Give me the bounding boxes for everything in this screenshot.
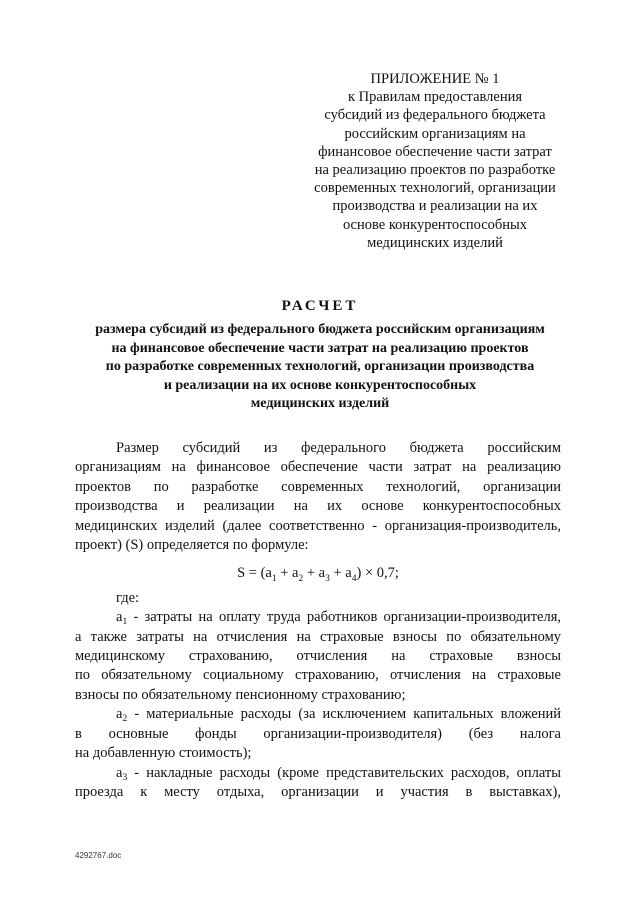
appendix-line: современных технологий, организации <box>314 180 556 197</box>
formula-part: + a <box>276 565 299 582</box>
definition-symbol: a <box>116 609 123 626</box>
formula-part: S = (a <box>237 565 272 582</box>
appendix-line: медицинских изделий <box>367 234 503 251</box>
definition-text: - материальные расходы (за исключением капитальных вложений <box>127 706 561 723</box>
subtitle-line: медицинских изделий <box>250 396 390 412</box>
where-label: где: <box>116 589 140 606</box>
document-title: РАСЧЕТ <box>281 298 359 314</box>
subtitle-line: размера субсидий из федерального бюджета российским организациям <box>95 322 545 337</box>
appendix-line: российским организациям на <box>344 125 526 142</box>
appendix-line: финансовое обеспечение части затрат <box>318 143 552 160</box>
definition-first-line <box>75 705 561 724</box>
appendix-line: субсидий из федерального бюджета <box>324 107 546 124</box>
definition-first-line <box>75 608 561 627</box>
paragraph-line: проектов по разработке современных технологий, организации <box>75 478 561 495</box>
paragraph-line: Размер субсидий из федерального бюджета российским <box>116 440 561 456</box>
definition-text: - накладные расходы (кроме представительских расходов, оплаты <box>127 764 561 781</box>
definition-a3 <box>75 764 561 803</box>
subtitle-line: и реализации на их основе конкурентоспособных <box>163 377 477 393</box>
definition-a2 <box>75 705 561 763</box>
definition-first-line <box>75 764 561 783</box>
definition-symbol: a <box>116 706 123 723</box>
subtitle-line: на финансовое обеспечение части затрат на реализацию проектов <box>111 340 529 356</box>
paragraph-line: проект) (S) определяется по формуле: <box>75 537 309 554</box>
paragraph-line: организациям на финансовое обеспечение части затрат на реализацию <box>75 459 561 476</box>
definition-index: 2 <box>122 714 128 725</box>
appendix-block <box>300 70 570 252</box>
appendix-line: на реализацию проектов по разработке <box>314 162 556 179</box>
paragraph-line: в основные фонды организации-производителя) (без налога <box>75 725 561 742</box>
definition-index: 1 <box>122 617 128 628</box>
paragraph-line: проезда к месту отдыха, организации и участия в выставках), <box>75 783 561 800</box>
paragraph-line: а также затраты на отчисления на страховые взносы по обязательному <box>75 628 561 645</box>
formula-part: + a <box>303 565 326 582</box>
formula-index: 4 <box>351 574 357 585</box>
appendix-title: ПРИЛОЖЕНИЕ № 1 <box>370 71 500 87</box>
definition-text: - затраты на оплату труда работников организации-производителя, <box>127 609 561 626</box>
paragraph-line: взносы по обязательному пенсионному страхованию; <box>75 686 406 703</box>
definition-index: 3 <box>122 772 128 783</box>
document-body <box>75 439 561 802</box>
intro-paragraph <box>75 439 561 555</box>
appendix-line: основе конкурентоспособных <box>342 216 528 233</box>
formula-part: + a <box>329 565 352 582</box>
definition-symbol: a <box>116 764 123 781</box>
formula <box>75 564 561 583</box>
formula-index: 3 <box>325 574 330 585</box>
formula-index: 2 <box>298 574 304 585</box>
definition-a1 <box>75 608 561 705</box>
paragraph-line: медицинских изделий (далее соответственно - организация-производитель, <box>75 517 561 534</box>
file-name-footer: 4292767.doc <box>75 851 122 860</box>
paragraph-line: по обязательному социальному страхованию, отчисления на страховые <box>75 667 561 684</box>
formula-part: ) × 0,7; <box>356 565 399 582</box>
formula-index: 1 <box>271 574 277 585</box>
appendix-line: производства и реализации на их <box>332 198 538 215</box>
document-subtitle <box>60 321 580 414</box>
subtitle-line: по разработке современных технологий, организации производства <box>105 359 535 375</box>
paragraph-line: медицинскому страхованию, отчисления на страховые взносы <box>75 648 561 665</box>
paragraph-line: производства и реализации на их основе конкурентоспособных <box>75 498 561 515</box>
paragraph-line: на добавленную стоимость); <box>75 745 252 762</box>
appendix-line: к Правилам предоставления <box>347 89 523 106</box>
